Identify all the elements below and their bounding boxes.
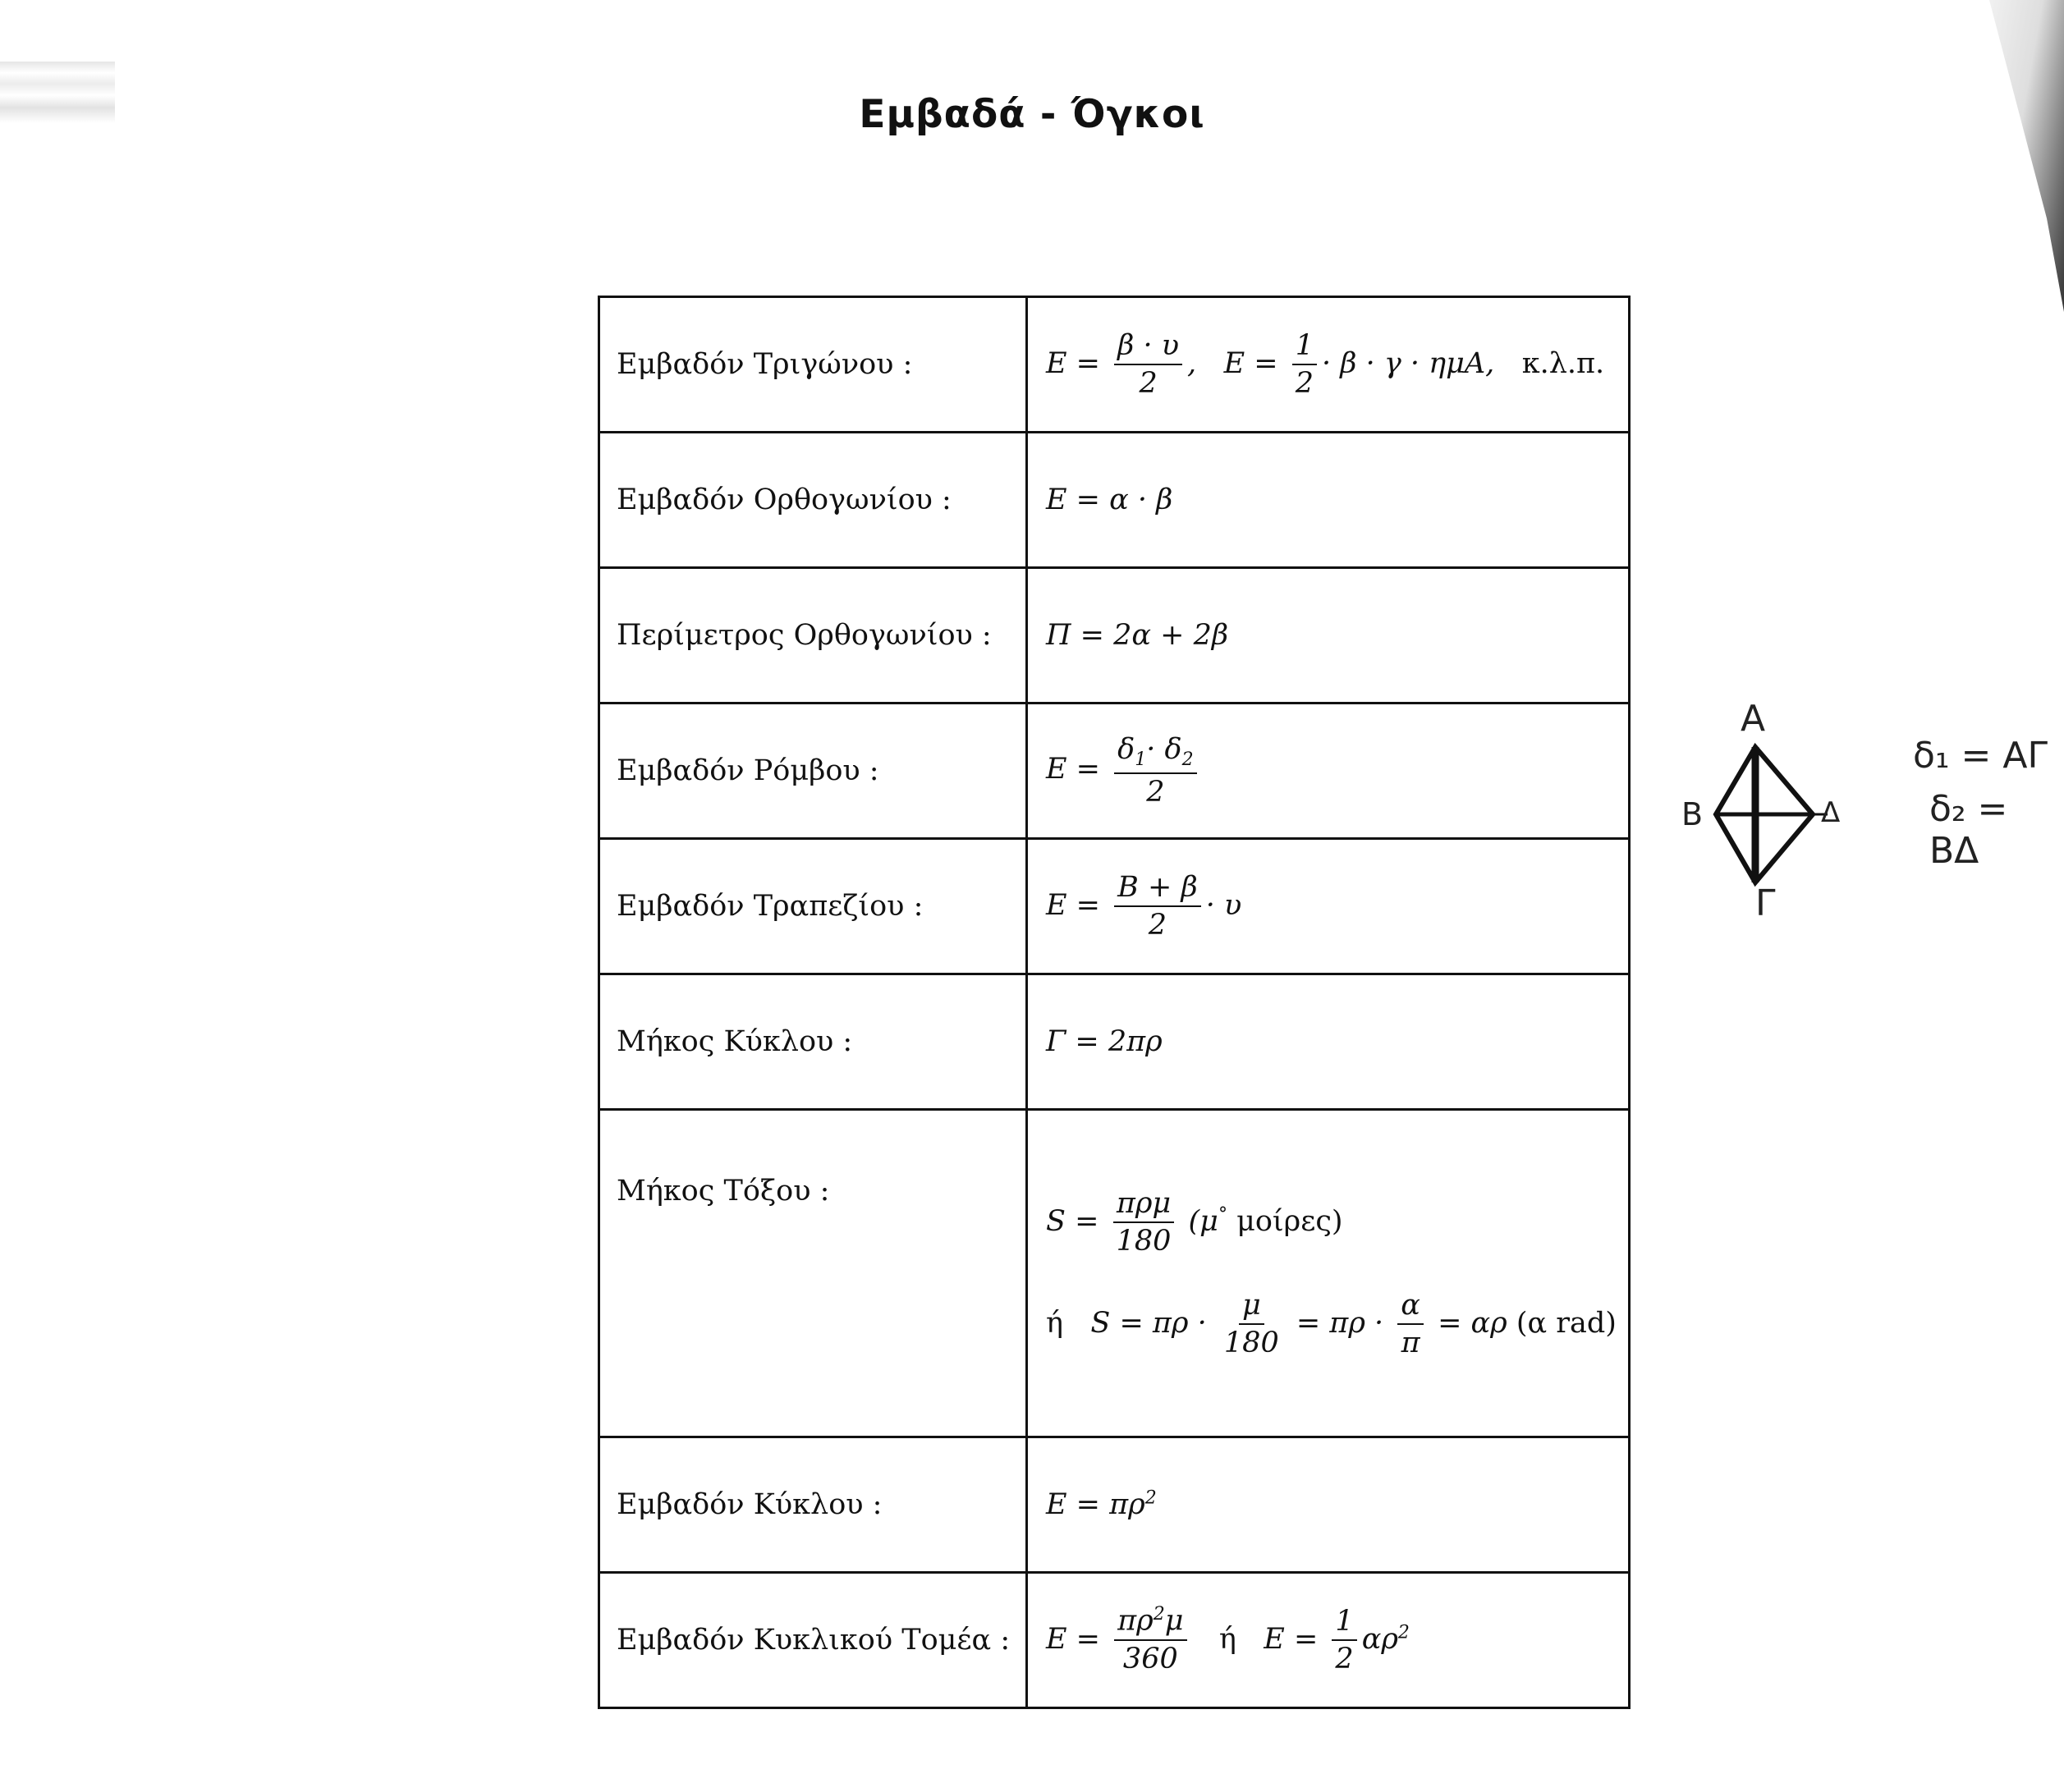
vertex-label-bottom: Γ (1755, 882, 1776, 924)
table-row (599, 568, 1630, 704)
vertex-label-left: B (1681, 796, 1704, 832)
table-row (599, 1573, 1630, 1708)
row-label: Μήκος Τόξου : (599, 1110, 1027, 1437)
formula-cell: E = α · β (1027, 433, 1630, 568)
row-label: Εμβαδόν Κύκλου : (599, 1437, 1027, 1573)
formula-cell: $E = \pi\rho^2$ (1027, 1437, 1630, 1573)
formula-cell: S = $\frac{\text{πρμ}}{180}$ (μ° μοίρες) ή S = πρ · $\frac{\mu}{180}$ = πρ · $\frac{\alpha}{\pi}$ = αρ (α rad) (1027, 1110, 1630, 1437)
row-label: Εμβαδόν Ρόμβου : (599, 704, 1027, 839)
row-label: Μήκος Κύκλου : (599, 974, 1027, 1110)
row-label: Εμβαδόν Τριγώνου : (599, 297, 1027, 433)
table-row (599, 297, 1630, 433)
row-label: Εμβαδόν Ορθογωνίου : (599, 433, 1027, 568)
formula-cell: E = $\frac{\beta \cdot \upsilon}{2}$ , E = $\frac{1}{2}$ · β · γ · ημA, κ.λ.π. (1027, 297, 1630, 433)
vertex-label-right: Δ (1821, 796, 1841, 829)
formula-cell: E = $\frac{B + \beta}{2}$ · υ (1027, 839, 1630, 974)
table-row (599, 839, 1630, 974)
formula-cell: Π = 2α + 2β (1027, 568, 1630, 704)
formula-cell: Γ = 2πρ (1027, 974, 1630, 1110)
table-row (599, 433, 1630, 568)
table-row (599, 704, 1630, 839)
diagonal-note-2: δ₂ = ΒΔ (1929, 788, 2008, 872)
row-label: Περίμετρος Ορθογωνίου : (599, 568, 1027, 704)
formula-table (598, 296, 1631, 1709)
formula-cell: E = $\frac{\pi\rho^2\mu}{360}$ ή E = $\frac{1}{2}$ $\alpha\rho^2$ (1027, 1573, 1630, 1708)
diagonal-note-1: δ₁ = ΑΓ (1913, 735, 2048, 777)
formula-cell: E = $\frac{\delta_1\cdot \delta_2}{2}$ (1027, 704, 1630, 839)
row-label: Εμβαδόν Κυκλικού Τομέα : (599, 1573, 1027, 1708)
scan-corner-shadow (1949, 0, 2064, 312)
table-row (599, 974, 1630, 1110)
table-row (599, 1437, 1630, 1573)
table-row (599, 1110, 1630, 1437)
vertex-label-top: A (1741, 698, 1766, 740)
page-title: Εμβαδά - Όγκοι (859, 92, 1205, 137)
row-label: Εμβαδόν Τραπεζίου : (599, 839, 1027, 974)
